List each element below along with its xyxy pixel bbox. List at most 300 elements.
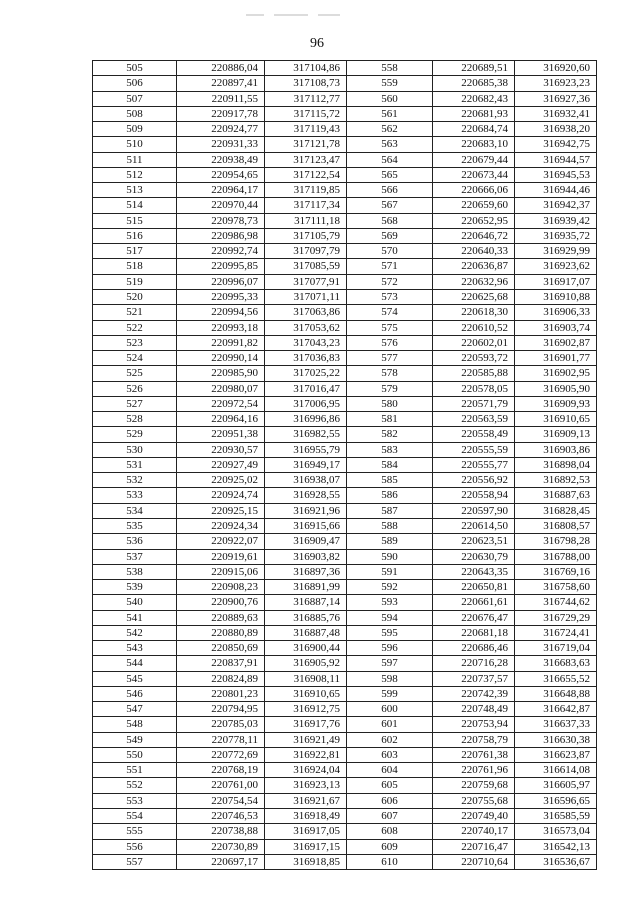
table-row	[93, 320, 597, 335]
x-coordinate-left-cell: 220768,19	[177, 763, 265, 778]
x-coordinate-right-cell: 220716,47	[433, 839, 515, 854]
point-number-right-cell: 560	[347, 91, 433, 106]
point-number-right-cell: 589	[347, 534, 433, 549]
x-coordinate-left-cell: 220922,07	[177, 534, 265, 549]
point-number-right-cell: 600	[347, 702, 433, 717]
x-coordinate-left-cell: 220772,69	[177, 747, 265, 762]
x-coordinate-left-cell: 220954,65	[177, 167, 265, 182]
x-coordinate-right-cell: 220578,05	[433, 381, 515, 396]
point-number-right-cell: 564	[347, 152, 433, 167]
x-coordinate-left-cell: 220985,90	[177, 366, 265, 381]
y-coordinate-right-cell: 316719,04	[515, 641, 597, 656]
y-coordinate-left-cell: 316917,05	[265, 824, 347, 839]
point-number-left-cell: 548	[93, 717, 177, 732]
point-number-right-cell: 574	[347, 305, 433, 320]
y-coordinate-right-cell: 316903,74	[515, 320, 597, 335]
y-coordinate-left-cell: 317119,43	[265, 122, 347, 137]
table-row	[93, 839, 597, 854]
point-number-right-cell: 599	[347, 686, 433, 701]
point-number-left-cell: 532	[93, 473, 177, 488]
x-coordinate-left-cell: 220964,16	[177, 412, 265, 427]
y-coordinate-left-cell: 316928,55	[265, 488, 347, 503]
y-coordinate-right-cell: 316901,77	[515, 351, 597, 366]
x-coordinate-right-cell: 220761,96	[433, 763, 515, 778]
x-coordinate-right-cell: 220689,51	[433, 61, 515, 76]
point-number-left-cell: 554	[93, 809, 177, 824]
point-number-left-cell: 517	[93, 244, 177, 259]
table-row	[93, 228, 597, 243]
x-coordinate-left-cell: 220778,11	[177, 732, 265, 747]
table-row	[93, 366, 597, 381]
point-number-right-cell: 605	[347, 778, 433, 793]
x-coordinate-left-cell: 220992,74	[177, 244, 265, 259]
y-coordinate-left-cell: 317043,23	[265, 335, 347, 350]
table-row	[93, 793, 597, 808]
point-number-left-cell: 518	[93, 259, 177, 274]
point-number-right-cell: 582	[347, 427, 433, 442]
point-number-right-cell: 602	[347, 732, 433, 747]
x-coordinate-right-cell: 220682,43	[433, 91, 515, 106]
x-coordinate-right-cell: 220710,64	[433, 854, 515, 869]
x-coordinate-right-cell: 220555,59	[433, 442, 515, 457]
table-row	[93, 274, 597, 289]
point-number-left-cell: 515	[93, 213, 177, 228]
table-row	[93, 549, 597, 564]
x-coordinate-left-cell: 220837,91	[177, 656, 265, 671]
y-coordinate-left-cell: 317121,78	[265, 137, 347, 152]
y-coordinate-left-cell: 317077,91	[265, 274, 347, 289]
point-number-left-cell: 550	[93, 747, 177, 762]
point-number-right-cell: 569	[347, 228, 433, 243]
y-coordinate-right-cell: 316808,57	[515, 518, 597, 533]
y-coordinate-left-cell: 316908,11	[265, 671, 347, 686]
x-coordinate-right-cell: 220585,88	[433, 366, 515, 381]
point-number-left-cell: 552	[93, 778, 177, 793]
point-number-left-cell: 522	[93, 320, 177, 335]
point-number-right-cell: 609	[347, 839, 433, 854]
table-row	[93, 381, 597, 396]
y-coordinate-left-cell: 317071,11	[265, 289, 347, 304]
table-row	[93, 259, 597, 274]
y-coordinate-left-cell: 316996,86	[265, 412, 347, 427]
y-coordinate-right-cell: 316655,52	[515, 671, 597, 686]
x-coordinate-right-cell: 220610,52	[433, 320, 515, 335]
x-coordinate-left-cell: 220990,14	[177, 351, 265, 366]
y-coordinate-right-cell: 316536,67	[515, 854, 597, 869]
y-coordinate-right-cell: 316923,62	[515, 259, 597, 274]
x-coordinate-left-cell: 220900,76	[177, 595, 265, 610]
y-coordinate-left-cell: 317105,79	[265, 228, 347, 243]
y-coordinate-right-cell: 316898,04	[515, 457, 597, 472]
y-coordinate-left-cell: 317122,54	[265, 167, 347, 182]
x-coordinate-right-cell: 220558,49	[433, 427, 515, 442]
y-coordinate-left-cell: 316955,79	[265, 442, 347, 457]
y-coordinate-right-cell: 316623,87	[515, 747, 597, 762]
x-coordinate-right-cell: 220758,79	[433, 732, 515, 747]
x-coordinate-right-cell: 220679,44	[433, 152, 515, 167]
x-coordinate-left-cell: 220761,00	[177, 778, 265, 793]
point-number-left-cell: 555	[93, 824, 177, 839]
x-coordinate-right-cell: 220558,94	[433, 488, 515, 503]
point-number-right-cell: 581	[347, 412, 433, 427]
table-row	[93, 442, 597, 457]
x-coordinate-left-cell: 220938,49	[177, 152, 265, 167]
x-coordinate-left-cell: 220908,23	[177, 580, 265, 595]
y-coordinate-right-cell: 316909,13	[515, 427, 597, 442]
x-coordinate-right-cell: 220652,95	[433, 213, 515, 228]
faint-header-marks	[246, 6, 366, 12]
x-coordinate-left-cell: 220911,55	[177, 91, 265, 106]
y-coordinate-right-cell: 316744,62	[515, 595, 597, 610]
point-number-left-cell: 543	[93, 641, 177, 656]
x-coordinate-right-cell: 220650,81	[433, 580, 515, 595]
point-number-left-cell: 505	[93, 61, 177, 76]
x-coordinate-left-cell: 220746,53	[177, 809, 265, 824]
point-number-left-cell: 534	[93, 503, 177, 518]
y-coordinate-left-cell: 316921,96	[265, 503, 347, 518]
table-row	[93, 91, 597, 106]
point-number-left-cell: 531	[93, 457, 177, 472]
x-coordinate-left-cell: 220880,89	[177, 625, 265, 640]
point-number-left-cell: 540	[93, 595, 177, 610]
point-number-left-cell: 551	[93, 763, 177, 778]
y-coordinate-right-cell: 316929,99	[515, 244, 597, 259]
x-coordinate-right-cell: 220618,30	[433, 305, 515, 320]
y-coordinate-left-cell: 316891,99	[265, 580, 347, 595]
point-number-right-cell: 608	[347, 824, 433, 839]
x-coordinate-left-cell: 220986,98	[177, 228, 265, 243]
point-number-left-cell: 506	[93, 76, 177, 91]
y-coordinate-left-cell: 316917,15	[265, 839, 347, 854]
table-row	[93, 412, 597, 427]
point-number-right-cell: 579	[347, 381, 433, 396]
point-number-right-cell: 576	[347, 335, 433, 350]
point-number-left-cell: 525	[93, 366, 177, 381]
y-coordinate-right-cell: 316927,36	[515, 91, 597, 106]
y-coordinate-right-cell: 316769,16	[515, 564, 597, 579]
point-number-left-cell: 521	[93, 305, 177, 320]
point-number-right-cell: 601	[347, 717, 433, 732]
y-coordinate-left-cell: 317108,73	[265, 76, 347, 91]
x-coordinate-left-cell: 220738,88	[177, 824, 265, 839]
x-coordinate-left-cell: 220785,03	[177, 717, 265, 732]
y-coordinate-right-cell: 316729,29	[515, 610, 597, 625]
table-row	[93, 641, 597, 656]
x-coordinate-left-cell: 220972,54	[177, 396, 265, 411]
point-number-left-cell: 537	[93, 549, 177, 564]
x-coordinate-left-cell: 220991,82	[177, 335, 265, 350]
y-coordinate-left-cell: 316887,14	[265, 595, 347, 610]
x-coordinate-left-cell: 220924,77	[177, 122, 265, 137]
point-number-right-cell: 562	[347, 122, 433, 137]
table-row	[93, 427, 597, 442]
x-coordinate-right-cell: 220681,93	[433, 106, 515, 121]
y-coordinate-left-cell: 317115,72	[265, 106, 347, 121]
x-coordinate-left-cell: 220927,49	[177, 457, 265, 472]
x-coordinate-left-cell: 220850,69	[177, 641, 265, 656]
x-coordinate-right-cell: 220632,96	[433, 274, 515, 289]
point-number-left-cell: 545	[93, 671, 177, 686]
table-row	[93, 686, 597, 701]
y-coordinate-right-cell: 316648,88	[515, 686, 597, 701]
y-coordinate-left-cell: 317006,95	[265, 396, 347, 411]
y-coordinate-right-cell: 316798,28	[515, 534, 597, 549]
x-coordinate-right-cell: 220683,10	[433, 137, 515, 152]
point-number-left-cell: 514	[93, 198, 177, 213]
x-coordinate-left-cell: 220886,04	[177, 61, 265, 76]
y-coordinate-left-cell: 316887,48	[265, 625, 347, 640]
point-number-right-cell: 571	[347, 259, 433, 274]
y-coordinate-left-cell: 316915,66	[265, 518, 347, 533]
y-coordinate-right-cell: 316909,93	[515, 396, 597, 411]
y-coordinate-right-cell: 316944,46	[515, 183, 597, 198]
x-coordinate-left-cell: 220924,74	[177, 488, 265, 503]
table-row	[93, 809, 597, 824]
y-coordinate-left-cell: 316921,49	[265, 732, 347, 747]
y-coordinate-right-cell: 316902,95	[515, 366, 597, 381]
table-row	[93, 732, 597, 747]
point-number-left-cell: 557	[93, 854, 177, 869]
y-coordinate-left-cell: 317123,47	[265, 152, 347, 167]
y-coordinate-left-cell: 316917,76	[265, 717, 347, 732]
table-row	[93, 518, 597, 533]
x-coordinate-right-cell: 220666,06	[433, 183, 515, 198]
point-number-left-cell: 529	[93, 427, 177, 442]
x-coordinate-left-cell: 220824,89	[177, 671, 265, 686]
y-coordinate-left-cell: 316918,85	[265, 854, 347, 869]
y-coordinate-right-cell: 316892,53	[515, 473, 597, 488]
point-number-left-cell: 544	[93, 656, 177, 671]
y-coordinate-right-cell: 316585,59	[515, 809, 597, 824]
point-number-right-cell: 587	[347, 503, 433, 518]
x-coordinate-right-cell: 220646,72	[433, 228, 515, 243]
point-number-right-cell: 570	[347, 244, 433, 259]
table-row	[93, 854, 597, 869]
point-number-right-cell: 577	[347, 351, 433, 366]
x-coordinate-right-cell: 220640,33	[433, 244, 515, 259]
x-coordinate-left-cell: 220994,56	[177, 305, 265, 320]
x-coordinate-left-cell: 220919,61	[177, 549, 265, 564]
point-number-right-cell: 591	[347, 564, 433, 579]
y-coordinate-left-cell: 317111,18	[265, 213, 347, 228]
x-coordinate-right-cell: 220684,74	[433, 122, 515, 137]
table-row	[93, 534, 597, 549]
point-number-right-cell: 603	[347, 747, 433, 762]
y-coordinate-right-cell: 316905,90	[515, 381, 597, 396]
point-number-right-cell: 593	[347, 595, 433, 610]
point-number-right-cell: 606	[347, 793, 433, 808]
point-number-left-cell: 512	[93, 167, 177, 182]
y-coordinate-left-cell: 317117,34	[265, 198, 347, 213]
point-number-right-cell: 610	[347, 854, 433, 869]
y-coordinate-right-cell: 316910,88	[515, 289, 597, 304]
point-number-left-cell: 533	[93, 488, 177, 503]
table-row	[93, 152, 597, 167]
x-coordinate-left-cell: 220925,15	[177, 503, 265, 518]
y-coordinate-right-cell: 316758,60	[515, 580, 597, 595]
x-coordinate-left-cell: 220730,89	[177, 839, 265, 854]
x-coordinate-left-cell: 220917,78	[177, 106, 265, 121]
y-coordinate-right-cell: 316932,41	[515, 106, 597, 121]
table-row	[93, 473, 597, 488]
y-coordinate-right-cell: 316923,23	[515, 76, 597, 91]
y-coordinate-left-cell: 317025,22	[265, 366, 347, 381]
point-number-right-cell: 586	[347, 488, 433, 503]
x-coordinate-right-cell: 220661,61	[433, 595, 515, 610]
table-row	[93, 305, 597, 320]
x-coordinate-right-cell: 220659,60	[433, 198, 515, 213]
point-number-left-cell: 507	[93, 91, 177, 106]
table-row	[93, 702, 597, 717]
point-number-left-cell: 527	[93, 396, 177, 411]
y-coordinate-left-cell: 316918,49	[265, 809, 347, 824]
y-coordinate-right-cell: 316642,87	[515, 702, 597, 717]
point-number-left-cell: 541	[93, 610, 177, 625]
point-number-left-cell: 536	[93, 534, 177, 549]
x-coordinate-left-cell: 220889,63	[177, 610, 265, 625]
point-number-right-cell: 583	[347, 442, 433, 457]
table-row	[93, 76, 597, 91]
table-row	[93, 167, 597, 182]
y-coordinate-right-cell: 316920,60	[515, 61, 597, 76]
table-row	[93, 610, 597, 625]
y-coordinate-left-cell: 316905,92	[265, 656, 347, 671]
point-number-left-cell: 556	[93, 839, 177, 854]
point-number-right-cell: 584	[347, 457, 433, 472]
table-row	[93, 671, 597, 686]
point-number-left-cell: 546	[93, 686, 177, 701]
point-number-left-cell: 538	[93, 564, 177, 579]
x-coordinate-left-cell: 220970,44	[177, 198, 265, 213]
x-coordinate-left-cell: 220993,18	[177, 320, 265, 335]
point-number-left-cell: 520	[93, 289, 177, 304]
page-number: 96	[310, 36, 324, 51]
table-row	[93, 335, 597, 350]
x-coordinate-left-cell: 220996,07	[177, 274, 265, 289]
x-coordinate-right-cell: 220737,57	[433, 671, 515, 686]
x-coordinate-left-cell: 220980,07	[177, 381, 265, 396]
y-coordinate-left-cell: 316897,36	[265, 564, 347, 579]
y-coordinate-left-cell: 317104,86	[265, 61, 347, 76]
y-coordinate-left-cell: 316923,13	[265, 778, 347, 793]
x-coordinate-right-cell: 220556,92	[433, 473, 515, 488]
point-number-right-cell: 561	[347, 106, 433, 121]
x-coordinate-right-cell: 220740,17	[433, 824, 515, 839]
table-row	[93, 625, 597, 640]
point-number-right-cell: 585	[347, 473, 433, 488]
table-row	[93, 580, 597, 595]
table-row	[93, 824, 597, 839]
y-coordinate-left-cell: 316949,17	[265, 457, 347, 472]
point-number-left-cell: 524	[93, 351, 177, 366]
table-row	[93, 106, 597, 121]
y-coordinate-right-cell: 316942,37	[515, 198, 597, 213]
x-coordinate-right-cell: 220593,72	[433, 351, 515, 366]
point-number-right-cell: 559	[347, 76, 433, 91]
x-coordinate-right-cell: 220686,46	[433, 641, 515, 656]
point-number-right-cell: 578	[347, 366, 433, 381]
table-row	[93, 656, 597, 671]
table-row	[93, 122, 597, 137]
x-coordinate-left-cell: 220931,33	[177, 137, 265, 152]
y-coordinate-left-cell: 316903,82	[265, 549, 347, 564]
point-number-left-cell: 508	[93, 106, 177, 121]
y-coordinate-left-cell: 317016,47	[265, 381, 347, 396]
x-coordinate-right-cell: 220597,90	[433, 503, 515, 518]
point-number-right-cell: 572	[347, 274, 433, 289]
table-row	[93, 503, 597, 518]
x-coordinate-left-cell: 220794,95	[177, 702, 265, 717]
x-coordinate-left-cell: 220754,54	[177, 793, 265, 808]
y-coordinate-right-cell: 316917,07	[515, 274, 597, 289]
y-coordinate-right-cell: 316630,38	[515, 732, 597, 747]
y-coordinate-left-cell: 316922,81	[265, 747, 347, 762]
y-coordinate-left-cell: 316900,44	[265, 641, 347, 656]
y-coordinate-right-cell: 316939,42	[515, 213, 597, 228]
point-number-left-cell: 530	[93, 442, 177, 457]
y-coordinate-right-cell: 316903,86	[515, 442, 597, 457]
table-row	[93, 595, 597, 610]
point-number-right-cell: 595	[347, 625, 433, 640]
point-number-left-cell: 510	[93, 137, 177, 152]
point-number-left-cell: 539	[93, 580, 177, 595]
y-coordinate-left-cell: 317053,62	[265, 320, 347, 335]
point-number-right-cell: 558	[347, 61, 433, 76]
y-coordinate-left-cell: 316885,76	[265, 610, 347, 625]
point-number-left-cell: 547	[93, 702, 177, 717]
x-coordinate-left-cell: 220925,02	[177, 473, 265, 488]
y-coordinate-right-cell: 316596,65	[515, 793, 597, 808]
y-coordinate-left-cell: 316924,04	[265, 763, 347, 778]
y-coordinate-right-cell: 316614,08	[515, 763, 597, 778]
table-row	[93, 396, 597, 411]
y-coordinate-right-cell: 316573,04	[515, 824, 597, 839]
y-coordinate-left-cell: 316909,47	[265, 534, 347, 549]
x-coordinate-right-cell: 220623,51	[433, 534, 515, 549]
point-number-left-cell: 511	[93, 152, 177, 167]
x-coordinate-right-cell: 220761,38	[433, 747, 515, 762]
y-coordinate-left-cell: 317085,59	[265, 259, 347, 274]
x-coordinate-right-cell: 220571,79	[433, 396, 515, 411]
table-row	[93, 61, 597, 76]
table-row	[93, 564, 597, 579]
y-coordinate-right-cell: 316605,97	[515, 778, 597, 793]
y-coordinate-right-cell: 316944,57	[515, 152, 597, 167]
table-row	[93, 747, 597, 762]
x-coordinate-right-cell: 220636,87	[433, 259, 515, 274]
x-coordinate-right-cell: 220749,40	[433, 809, 515, 824]
y-coordinate-left-cell: 316910,65	[265, 686, 347, 701]
table-row	[93, 137, 597, 152]
x-coordinate-right-cell: 220614,50	[433, 518, 515, 533]
x-coordinate-left-cell: 220951,38	[177, 427, 265, 442]
point-number-right-cell: 598	[347, 671, 433, 686]
y-coordinate-right-cell: 316724,41	[515, 625, 597, 640]
y-coordinate-right-cell: 316542,13	[515, 839, 597, 854]
x-coordinate-right-cell: 220685,38	[433, 76, 515, 91]
point-number-left-cell: 526	[93, 381, 177, 396]
table-row	[93, 289, 597, 304]
y-coordinate-left-cell: 317112,77	[265, 91, 347, 106]
point-number-left-cell: 516	[93, 228, 177, 243]
y-coordinate-left-cell: 317119,85	[265, 183, 347, 198]
point-number-right-cell: 580	[347, 396, 433, 411]
point-number-right-cell: 592	[347, 580, 433, 595]
x-coordinate-left-cell: 220964,17	[177, 183, 265, 198]
table-row	[93, 213, 597, 228]
point-number-right-cell: 590	[347, 549, 433, 564]
table-row	[93, 488, 597, 503]
